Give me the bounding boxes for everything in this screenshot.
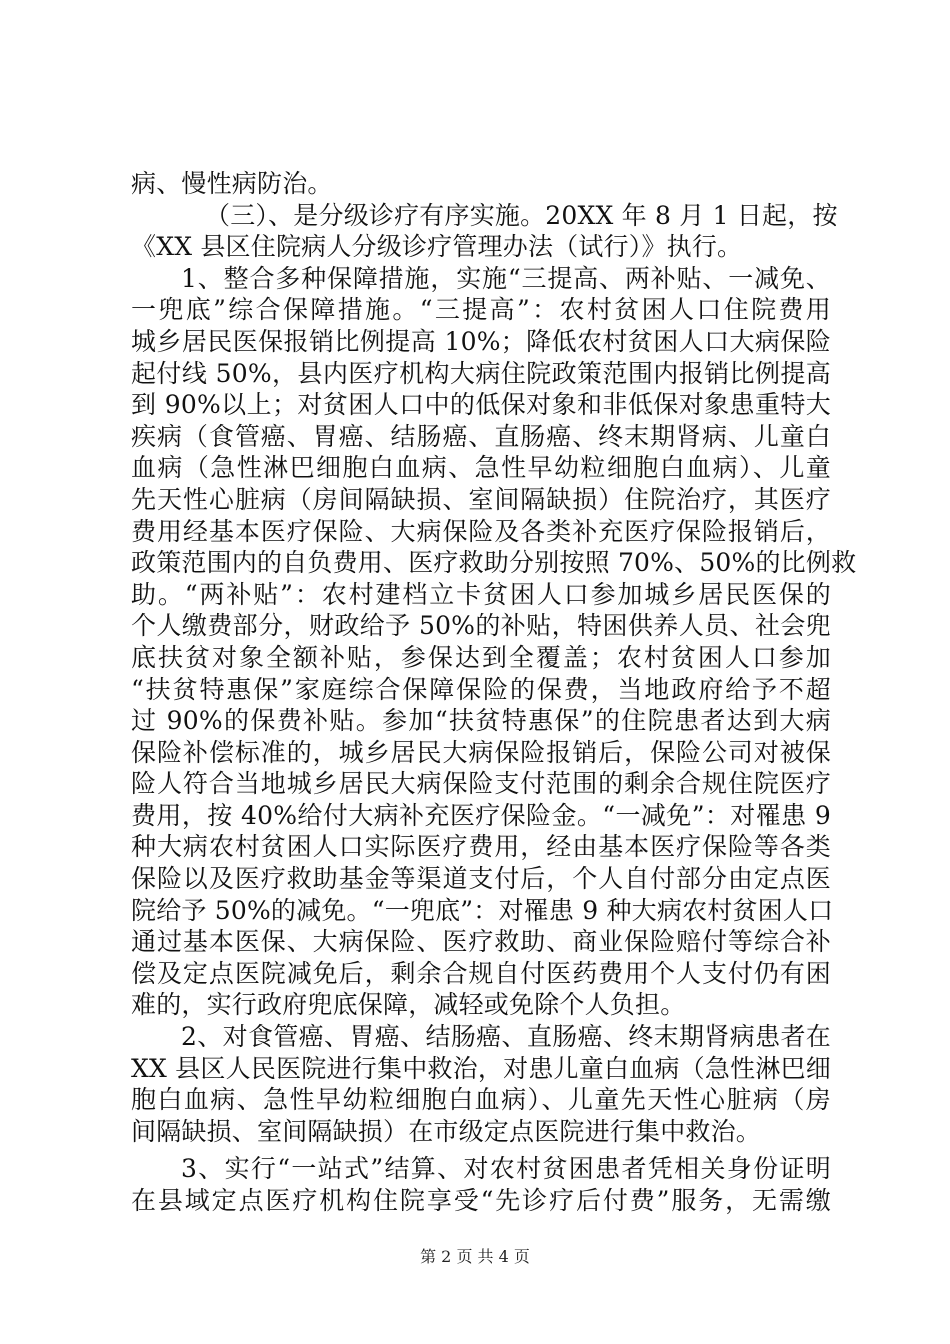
- text-line: 院给予 50%的减免。“一兜底”：对罹患 9 种大病农村贫困人口: [131, 895, 834, 925]
- text-line: 费用经基本医疗保险、大病保险及各类补充医疗保险报销后，: [131, 516, 831, 546]
- text-line: 助。“两补贴”：农村建档立卡贫困人口参加城乡居民医保的: [131, 579, 831, 609]
- text-line: 难的，实行政府兜底保障，减轻或免除个人负担。: [131, 990, 686, 1020]
- text-line: 在县域定点医疗机构住院享受“先诊疗后付费”服务，无需缴: [131, 1186, 831, 1215]
- text-line: 种大病农村贫困人口实际医疗费用，经由基本医疗保险等各类: [131, 832, 831, 862]
- text-line: 政策范围内的自负费用、医疗救助分别按照 70%、50%的比例救: [131, 548, 857, 578]
- text-line: “扶贫特惠保”家庭综合保障保险的保费，当地政府给予不超: [131, 674, 831, 704]
- text-line: 底扶贫对象全额补贴，参保达到全覆盖；农村贫困人口参加: [131, 642, 831, 672]
- text-line: 偿及定点医院减免后，剩余合规自付医药费用个人支付仍有困: [131, 958, 831, 988]
- text-line: 疾病（食管癌、胃癌、结肠癌、直肠癌、终末期肾病、儿童白: [131, 421, 831, 451]
- text-line: XX 县区人民医院进行集中救治，对患儿童白血病（急性淋巴细: [131, 1053, 831, 1083]
- text-line: 一兜底”综合保障措施。“三提高”：农村贫困人口住院费用: [131, 295, 831, 325]
- text-line: 通过基本医保、大病保险、医疗救助、商业保险赔付等综合补: [131, 927, 831, 957]
- text-line: 先天性心脏病（房间隔缺损、室间隔缺损）住院治疗，其医疗: [131, 484, 831, 514]
- text-line: 过 90%的保费补贴。参加“扶贫特惠保”的住院患者达到大病: [131, 706, 831, 736]
- text-line: 病、慢性病防治。: [131, 169, 333, 198]
- text-line: 间隔缺损、室间隔缺损）在市级定点医院进行集中救治。: [131, 1116, 762, 1146]
- text-line: 城乡居民医保报销比例提高 10%；降低农村贫困人口大病保险: [131, 326, 831, 356]
- text-line: 费用，按 40%给付大病补充医疗保险金。“一减免”：对罹患 9: [131, 800, 831, 830]
- text-line: 血病（急性淋巴细胞白血病、急性早幼粒细胞白血病）、儿童: [131, 453, 831, 483]
- page-footer: 第 2 页 共 4 页: [420, 1247, 530, 1266]
- text-line: 保险以及医疗救助基金等渠道支付后，个人自付部分由定点医: [131, 864, 831, 894]
- text-line: 胞白血病、急性早幼粒细胞白血病）、儿童先天性心脏病（房: [131, 1085, 831, 1115]
- text-line: 保险补偿标准的，城乡居民大病保险报销后，保险公司对被保: [131, 737, 831, 767]
- text-line: 《XX 县区住院病人分级诊疗管理办法（试行）》执行。: [131, 232, 743, 262]
- text-line: 1、整合多种保障措施，实施“三提高、两补贴、一减免、: [181, 263, 831, 293]
- text-line: 3、实行“一站式”结算、对农村贫困患者凭相关身份证明: [181, 1154, 831, 1184]
- text-line: 到 90%以上；对贫困人口中的低保对象和非低保对象患重特大: [131, 390, 831, 420]
- text-line: （三）、是分级诊疗有序实施。20XX 年 8 月 1 日起，按: [205, 200, 838, 230]
- text-line: 个人缴费部分，财政给予 50%的补贴，特困供养人员、社会兜: [131, 611, 831, 641]
- text-line: 2、对食管癌、胃癌、结肠癌、直肠癌、终末期肾病患者在: [181, 1022, 831, 1052]
- text-line: 险人符合当地城乡居民大病保险支付范围的剩余合规住院医疗: [131, 769, 831, 799]
- document-body: [131, 168, 857, 1217]
- text-line: 起付线 50%，县内医疗机构大病住院政策范围内报销比例提高: [131, 358, 831, 388]
